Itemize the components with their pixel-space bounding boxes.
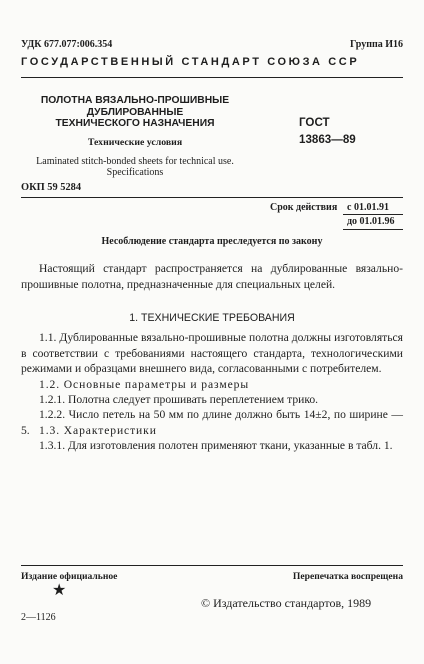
legal-warning: Несоблюдение стандарта преследуется по закону bbox=[101, 236, 323, 247]
clause-1-2-1: 1.2.1. Полотна следует прошивать переплетением трико. bbox=[39, 393, 319, 406]
state-standard-heading: ГОСУДАРСТВЕННЫЙ СТАНДАРТ СОЮЗА ССР bbox=[21, 56, 360, 68]
validity-label: Срок действия bbox=[270, 202, 338, 213]
title-line-1: ПОЛОТНА ВЯЗАЛЬНО-ПРОШИВНЫЕ bbox=[40, 95, 230, 106]
validity-to: до 01.01.96 bbox=[347, 216, 395, 227]
official-edition: Издание официальное bbox=[21, 571, 118, 582]
validity-underline bbox=[343, 214, 403, 215]
title-line-3: ТЕХНИЧЕСКОГО НАЗНАЧЕНИЯ bbox=[55, 118, 215, 130]
group-code: Группа И16 bbox=[350, 39, 403, 50]
udk-code: УДК 677.077:006.354 bbox=[21, 39, 113, 50]
copyright: © Издательство стандартов, 1989 bbox=[201, 596, 372, 610]
english-title-line-1: Laminated stitch-bonded sheets for technical use. bbox=[36, 155, 234, 167]
intro-paragraph: Настоящий стандарт распространяется на дублированные вязально-прошивные полотна, предназначенные для специальных целей. bbox=[21, 262, 403, 291]
reprint-prohibited: Перепечатка воспрещена bbox=[292, 571, 403, 582]
validity-from: с 01.01.91 bbox=[347, 202, 389, 213]
print-code: 2—1126 bbox=[21, 612, 56, 623]
header-divider bbox=[21, 77, 403, 78]
title-line-2: ДУБЛИРОВАННЫЕ bbox=[86, 106, 184, 118]
okp-code: ОКП 59 5284 bbox=[21, 182, 82, 193]
gost-number: 13863—89 bbox=[299, 133, 356, 146]
clause-1-3-1: 1.3.1. Для изготовления полотен применяют ткани, указанные в табл. 1. bbox=[39, 439, 393, 452]
english-title-line-2: Specifications bbox=[106, 167, 164, 179]
section-heading: 1. ТЕХНИЧЕСКИЕ ТРЕБОВАНИЯ bbox=[129, 312, 295, 324]
subtitle: Технические условия bbox=[87, 136, 183, 148]
validity-underline-2 bbox=[343, 229, 403, 230]
clause-1-3: 1.3. Характеристики bbox=[39, 424, 157, 437]
star-icon: ★ bbox=[52, 582, 67, 599]
title-divider bbox=[21, 197, 403, 198]
title-block bbox=[21, 95, 249, 179]
gost-label: ГОСТ bbox=[299, 116, 330, 129]
clause-1-1: 1.1. Дублированные вязально-прошивные полотна должны изготовляться в соответствии с требованиями настоящего стандарта, технологическими режимами и образцами внешнего вида, согласованными с потребителем. bbox=[21, 331, 403, 376]
footer-divider bbox=[21, 565, 403, 566]
clause-1-2: 1.2. Основные параметры и размеры bbox=[39, 378, 250, 391]
clause-1-2-2: 1.2.2. Число петель на 50 мм по длине должно быть 14±2, по ширине — 5. bbox=[21, 408, 403, 437]
